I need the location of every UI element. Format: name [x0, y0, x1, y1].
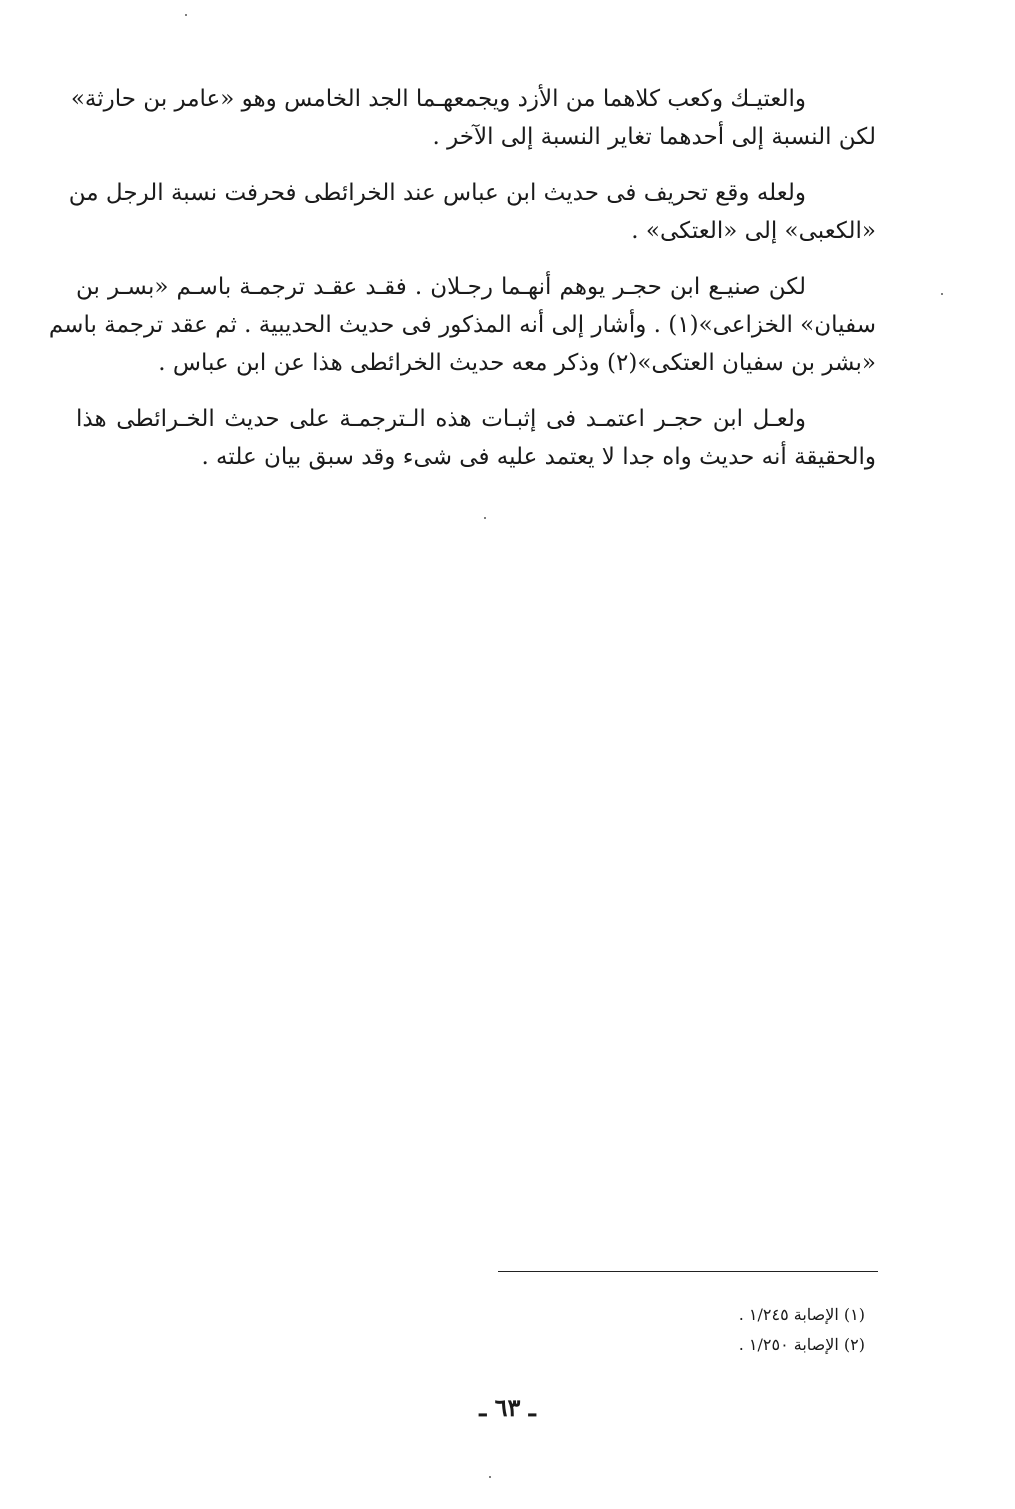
text-line: ولعـل ابن حجـر اعتمـد فى إثبـات هذه الـترجمـة على حديث الخـرائطى هذا — [76, 406, 806, 432]
text-line: لكن صنيـع ابن حجـر يوهم أنهـما رجـلان . فقـد عقـد ترجمـة باسـم «بسـر بن — [76, 274, 806, 300]
footnote-2: (٢) الإصابة ١/٢٥٠ . — [738, 1335, 865, 1354]
scan-speck — [941, 293, 943, 295]
paragraph-1 — [70, 80, 876, 156]
paragraph-2 — [68, 174, 876, 250]
scan-speck — [185, 14, 187, 16]
text-line: لكن النسبة إلى أحدهما تغاير النسبة إلى الآخر . — [432, 124, 876, 150]
paragraph-3 — [48, 268, 876, 382]
text-line: «بشر بن سفيان العتكى»(٢) وذكر معه حديث الخرائطى هذا عن ابن عباس . — [158, 350, 876, 376]
page-number: ـ ٦٣ ـ — [479, 1393, 536, 1422]
text-line: ولعله وقع تحريف فى حديث ابن عباس عند الخرائطى فحرفت نسبة الرجل من — [68, 180, 806, 206]
footnote-1: (١) الإصابة ١/٢٤٥ . — [738, 1305, 865, 1324]
footnotes — [465, 1300, 865, 1360]
text-line: والعتيـك وكعب كلاهما من الأزد ويجمعهـما الجد الخامس وهو «عامر بن حارثة» — [70, 86, 806, 112]
scan-speck — [484, 517, 486, 519]
scan-speck — [489, 1476, 491, 1478]
paragraph-4 — [76, 400, 876, 476]
text-line: سفيان» الخزاعى»(١) . وأشار إلى أنه المذكور فى حديث الحديبية . ثم عقد ترجمة باسم — [48, 312, 876, 338]
text-line: والحقيقة أنه حديث واه جدا لا يعتمد عليه فى شىء وقد سبق بيان علته . — [201, 444, 876, 470]
main-text — [48, 80, 876, 494]
footnote-divider — [498, 1271, 878, 1272]
text-line: «الكعبى» إلى «العتكى» . — [631, 218, 876, 244]
